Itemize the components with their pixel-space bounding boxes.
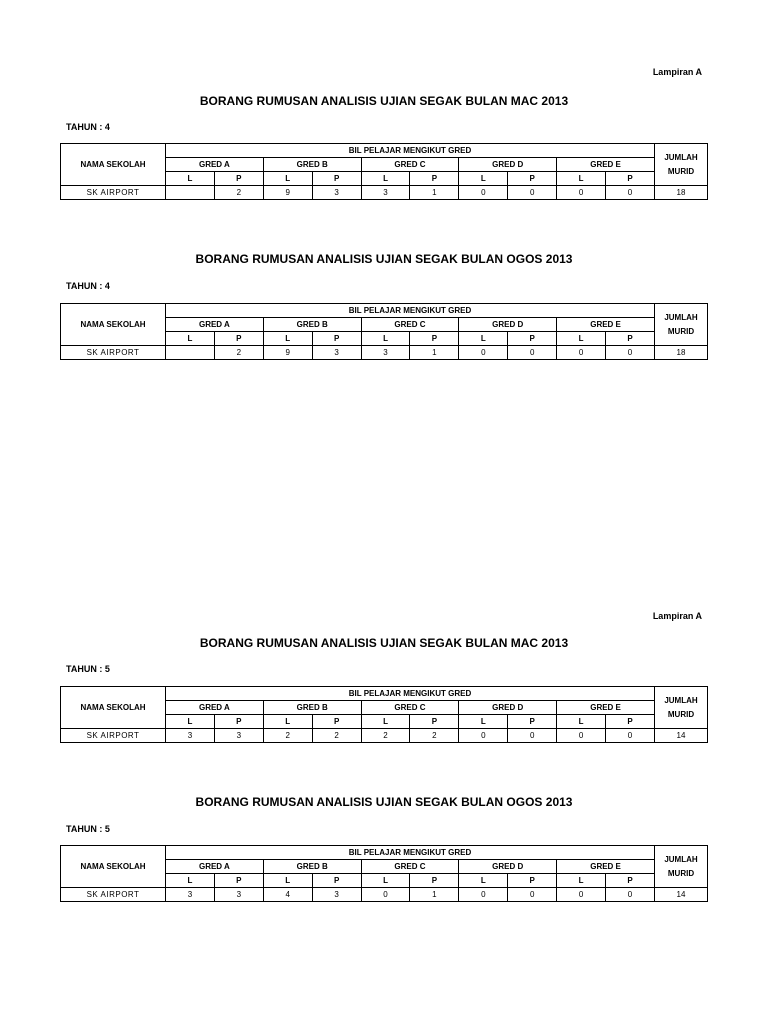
grade-header: GRED C [361,860,459,874]
total-cell: 14 [655,729,708,743]
lp-header: P [214,874,263,888]
table-cell: 0 [459,729,508,743]
lp-header: L [166,172,215,186]
bil-pelajar-header: BIL PELAJAR MENGIKUT GRED [166,846,655,860]
jumlah-murid-header: JUMLAH MURID [655,144,708,186]
summary-table [60,845,708,902]
school-name: SK AIRPORT [61,888,166,902]
lp-header: L [263,172,312,186]
lp-header: L [263,332,312,346]
bil-pelajar-header: BIL PELAJAR MENGIKUT GRED [166,687,655,701]
table-cell: 3 [214,888,263,902]
lp-header: P [410,332,459,346]
tahun-label: TAHUN : 5 [66,824,110,834]
total-cell: 14 [655,888,708,902]
table-cell: 0 [508,729,557,743]
table-row [61,888,708,902]
lp-header: L [557,874,606,888]
bil-pelajar-header: BIL PELAJAR MENGIKUT GRED [166,144,655,158]
table-cell: 0 [459,888,508,902]
table-row [61,186,708,200]
tahun-label: TAHUN : 5 [66,664,110,674]
school-name: SK AIRPORT [61,346,166,360]
lampiran-label: Lampiran A [652,67,702,77]
grade-header: GRED A [166,158,264,172]
lp-header: L [166,874,215,888]
jumlah-murid-header: JUMLAH MURID [655,687,708,729]
table-cell [166,346,215,360]
table-cell: 1 [410,888,459,902]
lp-header: L [459,172,508,186]
nama-sekolah-header: NAMA SEKOLAH [61,144,166,186]
grade-header: GRED B [263,860,361,874]
table-cell: 2 [312,729,361,743]
lp-header: L [557,332,606,346]
table-cell: 1 [410,346,459,360]
lp-header: P [410,715,459,729]
table-cell: 9 [263,186,312,200]
nama-sekolah-header: NAMA SEKOLAH [61,846,166,888]
table-cell: 0 [606,888,655,902]
table-cell: 3 [166,729,215,743]
table-cell: 0 [459,186,508,200]
lp-header: L [459,874,508,888]
summary-table [60,686,708,743]
table-cell: 0 [557,346,606,360]
grade-header: GRED E [557,158,655,172]
table-cell: 0 [508,888,557,902]
lp-header: P [606,332,655,346]
lp-header: L [263,874,312,888]
table-cell: 0 [606,186,655,200]
grade-header: GRED A [166,318,264,332]
table-cell: 2 [214,186,263,200]
lp-header: P [312,715,361,729]
table-cell: 2 [361,729,410,743]
table-cell: 3 [312,346,361,360]
grade-header: GRED A [166,701,264,715]
school-name: SK AIRPORT [61,186,166,200]
tahun-label: TAHUN : 4 [66,122,110,132]
table-cell: 3 [361,186,410,200]
lp-header: L [166,715,215,729]
table-cell [166,186,215,200]
total-cell: 18 [655,346,708,360]
lp-header: L [263,715,312,729]
table-row [61,346,708,360]
table-cell: 0 [508,186,557,200]
grade-header: GRED C [361,158,459,172]
form-title: BORANG RUMUSAN ANALISIS UJIAN SEGAK BULAN MAC 2013 [199,94,569,108]
table-cell: 4 [263,888,312,902]
table-cell: 2 [214,346,263,360]
tahun-label: TAHUN : 4 [66,281,110,291]
table-cell: 0 [361,888,410,902]
table-cell: 0 [557,888,606,902]
lp-header: L [557,715,606,729]
lp-header: L [557,172,606,186]
grade-header: GRED E [557,860,655,874]
lp-header: P [312,332,361,346]
table-cell: 3 [361,346,410,360]
lp-header: L [459,332,508,346]
lp-header: P [214,332,263,346]
nama-sekolah-header: NAMA SEKOLAH [61,304,166,346]
table-cell: 3 [166,888,215,902]
lp-header: P [606,874,655,888]
school-name: SK AIRPORT [61,729,166,743]
lp-header: P [410,874,459,888]
table-cell: 2 [410,729,459,743]
grade-header: GRED B [263,318,361,332]
lp-header: P [312,172,361,186]
lp-header: P [508,332,557,346]
lp-header: P [508,874,557,888]
bil-pelajar-header: BIL PELAJAR MENGIKUT GRED [166,304,655,318]
table-cell: 2 [263,729,312,743]
lp-header: P [214,715,263,729]
total-cell: 18 [655,186,708,200]
jumlah-murid-header: JUMLAH MURID [655,304,708,346]
lp-header: P [508,172,557,186]
lp-header: P [410,172,459,186]
nama-sekolah-header: NAMA SEKOLAH [61,687,166,729]
grade-header: GRED D [459,701,557,715]
grade-header: GRED D [459,158,557,172]
lp-header: L [166,332,215,346]
grade-header: GRED E [557,701,655,715]
jumlah-murid-header: JUMLAH MURID [655,846,708,888]
lp-header: L [361,332,410,346]
form-title: BORANG RUMUSAN ANALISIS UJIAN SEGAK BULAN OGOS 2013 [195,795,573,809]
lp-header: P [312,874,361,888]
table-cell: 3 [312,186,361,200]
lp-header: L [459,715,508,729]
form-title: BORANG RUMUSAN ANALISIS UJIAN SEGAK BULAN MAC 2013 [199,636,569,650]
lp-header: P [214,172,263,186]
lp-header: L [361,715,410,729]
grade-header: GRED E [557,318,655,332]
table-cell: 3 [214,729,263,743]
lp-header: P [508,715,557,729]
grade-header: GRED C [361,701,459,715]
table-cell: 1 [410,186,459,200]
lp-header: P [606,172,655,186]
form-title: BORANG RUMUSAN ANALISIS UJIAN SEGAK BULAN OGOS 2013 [195,252,573,266]
table-row [61,729,708,743]
table-cell: 0 [508,346,557,360]
grade-header: GRED C [361,318,459,332]
grade-header: GRED B [263,701,361,715]
lampiran-label: Lampiran A [652,611,702,621]
table-cell: 0 [606,346,655,360]
grade-header: GRED B [263,158,361,172]
summary-table [60,303,708,360]
lp-header: L [361,172,410,186]
table-cell: 0 [606,729,655,743]
grade-header: GRED D [459,318,557,332]
table-cell: 0 [557,729,606,743]
grade-header: GRED A [166,860,264,874]
summary-table [60,143,708,200]
lp-header: P [606,715,655,729]
lp-header: L [361,874,410,888]
table-cell: 3 [312,888,361,902]
grade-header: GRED D [459,860,557,874]
table-cell: 0 [459,346,508,360]
table-cell: 0 [557,186,606,200]
table-cell: 9 [263,346,312,360]
